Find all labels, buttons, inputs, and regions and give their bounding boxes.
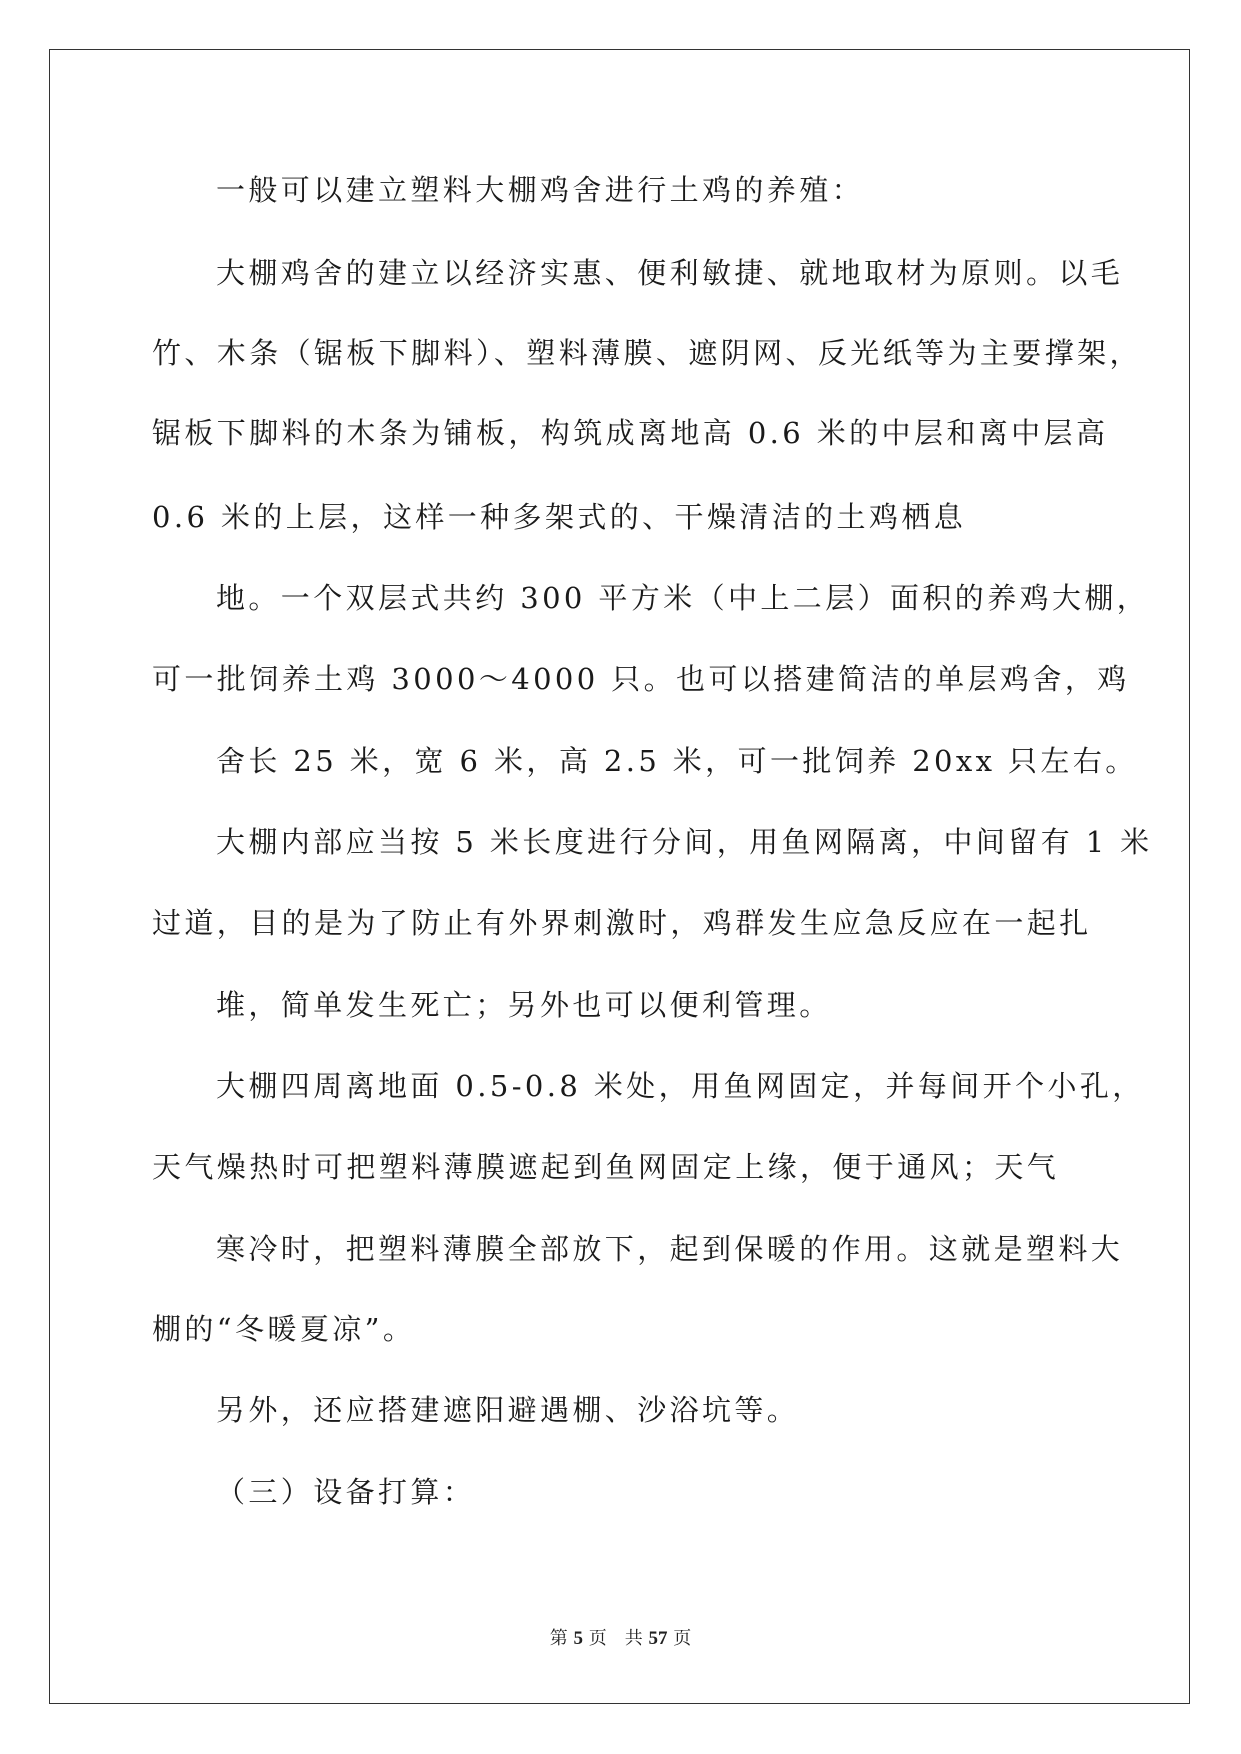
text-line-16: 另外，还应搭建遮阳避遇棚、沙浴坑等。 [216, 1393, 800, 1427]
text-line-14: 寒冷时，把塑料薄膜全部放下，起到保暖的作用。这就是塑料大 [216, 1232, 1124, 1266]
text-line-7: 可一批饲养土鸡 3000～4000 只。也可以搭建简洁的单层鸡舍，鸡 [152, 662, 1130, 696]
text-line-2: 大棚鸡舍的建立以经济实惠、便利敏捷、就地取材为原则。以毛 [216, 256, 1124, 290]
text-line-3: 竹、木条（锯板下脚料）、塑料薄膜、遮阴网、反光纸等为主要撑架， [152, 336, 1142, 370]
text-line-8: 舍长 25 米，宽 6 米，高 2.5 米，可一批饲养 20xx 只左右。 [216, 744, 1138, 778]
page-border [49, 49, 1190, 1704]
text-line-10: 过道，目的是为了防止有外界刺激时，鸡群发生应急反应在一起扎 [152, 906, 1092, 940]
footer-suffix: 页 [673, 1628, 692, 1649]
text-line-17: （三）设备打算： [216, 1475, 476, 1509]
text-line-4: 锯板下脚料的木条为铺板，构筑成离地高 0.6 米的中层和离中层高 [152, 416, 1109, 450]
text-line-5: 0.6 米的上层，这样一种多架式的、干燥清洁的土鸡栖息 [152, 500, 967, 534]
text-line-1: 一般可以建立塑料大棚鸡舍进行土鸡的养殖： [216, 173, 865, 207]
footer-prefix: 第 [549, 1628, 568, 1649]
text-line-15: 棚的“冬暖夏凉”。 [152, 1312, 416, 1346]
text-line-9: 大棚内部应当按 5 米长度进行分间，用鱼网隔离，中间留有 1 米 [216, 825, 1153, 859]
page-footer [0, 1624, 1241, 1650]
footer-page-number: 5 [573, 1628, 584, 1649]
footer-mid: 页 共 [588, 1628, 643, 1649]
text-line-11: 堆，简单发生死亡；另外也可以便利管理。 [216, 988, 832, 1022]
text-line-12: 大棚四周离地面 0.5-0.8 米处，用鱼网固定，并每间开个小孔， [216, 1069, 1145, 1103]
footer-total-pages: 57 [648, 1628, 668, 1649]
text-line-13: 天气燥热时可把塑料薄膜遮起到鱼网固定上缘，便于通风；天气 [152, 1150, 1060, 1184]
text-line-6: 地。一个双层式共约 300 平方米（中上二层）面积的养鸡大棚， [216, 581, 1150, 615]
